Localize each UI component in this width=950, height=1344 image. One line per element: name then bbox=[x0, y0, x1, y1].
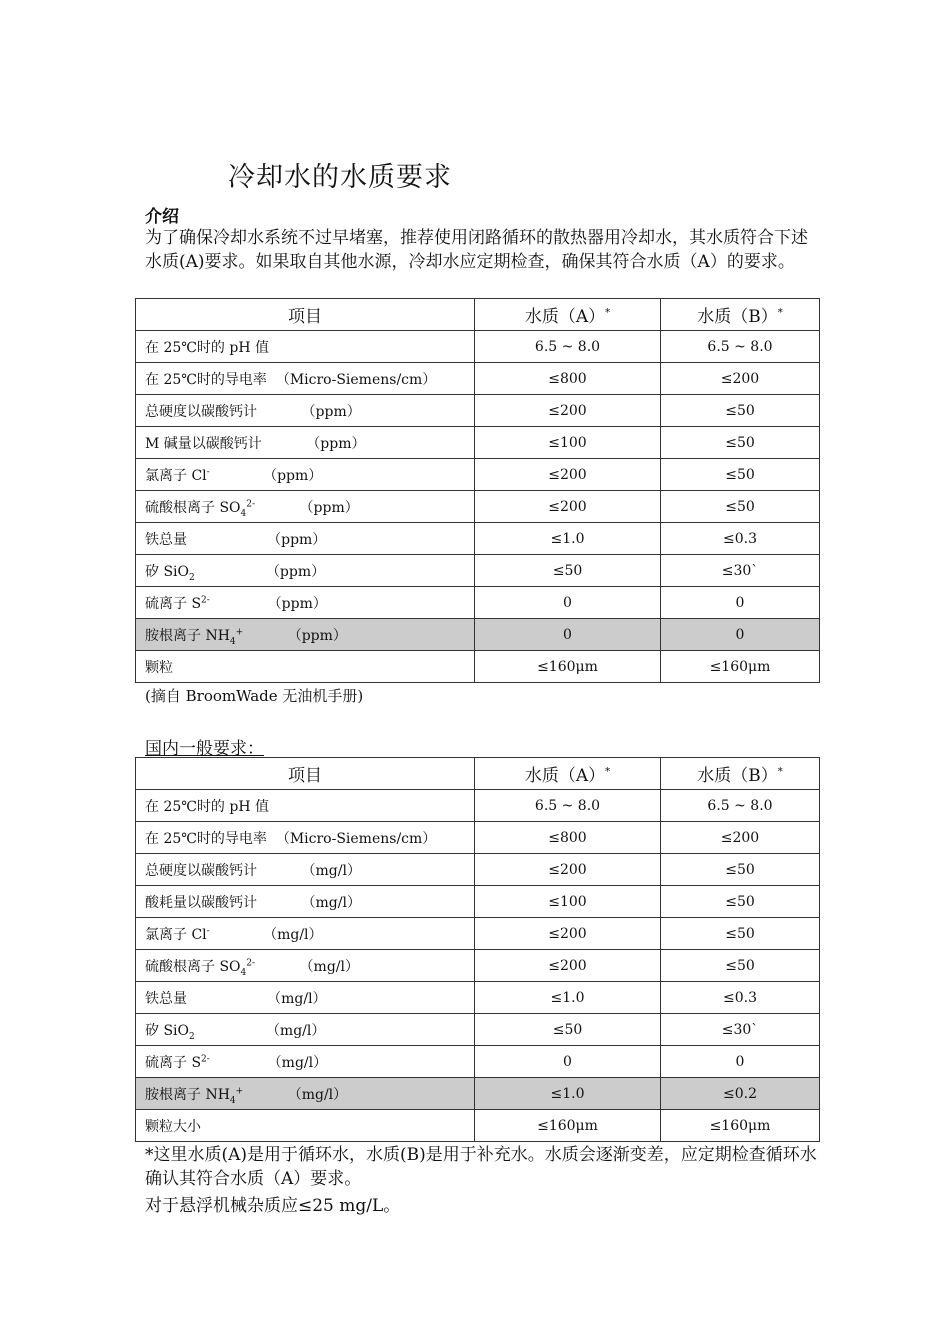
table-row bbox=[136, 555, 820, 587]
item-name: 在 25℃时的 pH 值 bbox=[145, 798, 269, 815]
row-item bbox=[136, 854, 475, 886]
item-name: 硫离子 S bbox=[145, 595, 202, 612]
table-row bbox=[136, 427, 820, 459]
suspended-impurity-note: 对于悬浮机械杂质应≤25 mg/L。 bbox=[145, 1196, 401, 1216]
quality-a-value: ≤1.0 bbox=[475, 982, 661, 1014]
quality-a-value: ≤100 bbox=[475, 427, 661, 459]
row-item bbox=[136, 950, 475, 982]
quality-b-value: ≤30` bbox=[661, 1014, 820, 1046]
item-name: 氯离子 Cl bbox=[145, 467, 207, 484]
domestic-requirements-heading: 国内一般要求： bbox=[145, 739, 264, 759]
quality-b-value: ≤160μm bbox=[661, 651, 820, 683]
table-header-row bbox=[136, 299, 820, 331]
item-name: 硫酸根离子 SO bbox=[145, 499, 241, 516]
item-name: 酸耗量以碳酸钙计 bbox=[145, 894, 302, 911]
quality-b-value: ≤0.2 bbox=[661, 1078, 820, 1110]
quality-b-value: 6.5 ~ 8.0 bbox=[661, 331, 820, 363]
row-item bbox=[136, 982, 475, 1014]
item-name: 在 25℃时的导电率 bbox=[145, 371, 276, 388]
quality-a-value: ≤50 bbox=[475, 1014, 661, 1046]
item-name: 在 25℃时的 pH 值 bbox=[145, 339, 269, 356]
footnote: *这里水质(A)是用于循环水，水质(B)是用于补充水。水质会逐渐变差，应定期检查循环水确认其符合水质（A）要求。 bbox=[145, 1145, 817, 1189]
row-item bbox=[136, 395, 475, 427]
table-row bbox=[136, 1110, 820, 1142]
item-subscript: 4 bbox=[240, 967, 247, 978]
intro-paragraph: 为了确保冷却水系统不过早堵塞，推荐使用闭路循环的散热器用冷却水，其水质符合下述水质(A)要求。如果取自其他水源，冷却水应定期检查，确保其符合水质（A）的要求。 bbox=[145, 228, 808, 272]
quality-b-value: ≤50 bbox=[661, 918, 820, 950]
item-unit: （ppm） bbox=[209, 467, 323, 484]
item-unit: （ppm） bbox=[306, 435, 366, 452]
item-unit: （ppm） bbox=[255, 499, 359, 516]
quality-b-value: ≤200 bbox=[661, 822, 820, 854]
item-unit: （Micro-Siemens/cm） bbox=[275, 830, 437, 847]
intro-heading: 介绍 bbox=[145, 207, 179, 227]
row-item bbox=[136, 619, 475, 651]
quality-b-value: 0 bbox=[661, 619, 820, 651]
row-item bbox=[136, 886, 475, 918]
item-name: 铁总量 bbox=[145, 990, 268, 1007]
item-subscript: 2 bbox=[189, 572, 195, 583]
item-subscript: 4 bbox=[229, 1095, 236, 1106]
quality-b-value: ≤50 bbox=[661, 886, 820, 918]
quality-b-value: 0 bbox=[661, 1046, 820, 1078]
item-superscript: 2- bbox=[246, 957, 256, 968]
quality-b-value: ≤50 bbox=[661, 854, 820, 886]
table-row bbox=[136, 523, 820, 555]
table-row bbox=[136, 1078, 820, 1110]
quality-a-value: ≤200 bbox=[475, 459, 661, 491]
quality-a-value: ≤200 bbox=[475, 491, 661, 523]
table-row bbox=[136, 331, 820, 363]
item-superscript: - bbox=[206, 466, 210, 477]
row-item bbox=[136, 1046, 475, 1078]
quality-a-value: ≤200 bbox=[475, 950, 661, 982]
item-unit: （mg/l） bbox=[301, 894, 361, 911]
item-superscript: 2- bbox=[201, 594, 210, 605]
quality-b-value: 6.5 ~ 8.0 bbox=[661, 790, 820, 822]
header-item: 项目 bbox=[136, 758, 475, 790]
row-item bbox=[136, 790, 475, 822]
item-name: 胺根离子 NH bbox=[145, 627, 230, 644]
quality-a-value: ≤200 bbox=[475, 854, 661, 886]
quality-b-value: ≤160μm bbox=[661, 1110, 820, 1142]
table-header-row bbox=[136, 758, 820, 790]
header-quality-a bbox=[475, 758, 661, 790]
row-item bbox=[136, 651, 475, 683]
item-name: M 碱量以碳酸钙计 bbox=[145, 435, 307, 452]
row-item bbox=[136, 523, 475, 555]
quality-a-value: ≤200 bbox=[475, 918, 661, 950]
table-row bbox=[136, 1046, 820, 1078]
item-unit: （Micro-Siemens/cm） bbox=[275, 371, 437, 388]
item-superscript: + bbox=[235, 1085, 244, 1096]
item-unit: （mg/l） bbox=[209, 1054, 328, 1071]
item-name: 胺根离子 NH bbox=[145, 1086, 230, 1103]
quality-b-value: 0 bbox=[661, 587, 820, 619]
header-quality-a bbox=[475, 299, 661, 331]
quality-b-value: ≤50 bbox=[661, 459, 820, 491]
quality-a-value: ≤160μm bbox=[475, 1110, 661, 1142]
quality-a-value: 0 bbox=[475, 1046, 661, 1078]
table-row bbox=[136, 950, 820, 982]
quality-b-value: ≤50 bbox=[661, 491, 820, 523]
table-row bbox=[136, 854, 820, 886]
row-item bbox=[136, 1014, 475, 1046]
header-quality-b-label: 水质（B） bbox=[697, 307, 778, 327]
table-row bbox=[136, 491, 820, 523]
table-row bbox=[136, 363, 820, 395]
table-row bbox=[136, 886, 820, 918]
header-quality-b bbox=[661, 758, 820, 790]
item-name: 总硬度以碳酸钙计 bbox=[145, 403, 302, 420]
table-row bbox=[136, 790, 820, 822]
quality-b-value: ≤50 bbox=[661, 950, 820, 982]
quality-a-value: ≤160μm bbox=[475, 651, 661, 683]
item-subscript: 4 bbox=[229, 636, 236, 647]
row-item bbox=[136, 918, 475, 950]
row-item bbox=[136, 331, 475, 363]
table-row bbox=[136, 822, 820, 854]
quality-b-value: ≤0.3 bbox=[661, 982, 820, 1014]
item-name: 矽 SiO bbox=[145, 1022, 189, 1039]
table-row bbox=[136, 651, 820, 683]
header-star: * bbox=[605, 766, 611, 778]
header-quality-a-label: 水质（A） bbox=[524, 766, 606, 786]
quality-a-value: ≤50 bbox=[475, 555, 661, 587]
header-item: 项目 bbox=[136, 299, 475, 331]
item-superscript: 2- bbox=[246, 498, 256, 509]
quality-b-value: ≤50 bbox=[661, 427, 820, 459]
item-name: 硫离子 S bbox=[145, 1054, 202, 1071]
table-row bbox=[136, 587, 820, 619]
table-row bbox=[136, 619, 820, 651]
quality-a-value: 6.5 ~ 8.0 bbox=[475, 331, 661, 363]
header-quality-b-label: 水质（B） bbox=[697, 766, 778, 786]
item-name: 硫酸根离子 SO bbox=[145, 958, 241, 975]
row-item bbox=[136, 1110, 475, 1142]
table-row bbox=[136, 459, 820, 491]
item-name: 颗粒大小 bbox=[145, 1118, 201, 1135]
item-name: 矽 SiO bbox=[145, 563, 189, 580]
item-name: 氯离子 Cl bbox=[145, 926, 207, 943]
quality-a-value: 0 bbox=[475, 587, 661, 619]
item-name: 铁总量 bbox=[145, 531, 268, 548]
quality-b-value: ≤30` bbox=[661, 555, 820, 587]
item-unit: （ppm） bbox=[267, 531, 327, 548]
row-item bbox=[136, 555, 475, 587]
row-item bbox=[136, 459, 475, 491]
quality-a-value: ≤800 bbox=[475, 363, 661, 395]
item-unit: （mg/l） bbox=[267, 990, 327, 1007]
table-row bbox=[136, 1014, 820, 1046]
quality-a-value: 6.5 ~ 8.0 bbox=[475, 790, 661, 822]
quality-a-value: ≤200 bbox=[475, 395, 661, 427]
item-unit: （ppm） bbox=[194, 563, 326, 580]
item-unit: （ppm） bbox=[243, 627, 347, 644]
quality-a-value: ≤1.0 bbox=[475, 523, 661, 555]
water-quality-table-2 bbox=[135, 757, 820, 1142]
quality-b-value: ≤200 bbox=[661, 363, 820, 395]
quality-b-value: ≤0.3 bbox=[661, 523, 820, 555]
item-unit: （ppm） bbox=[301, 403, 361, 420]
header-quality-a-label: 水质（A） bbox=[524, 307, 606, 327]
item-superscript: - bbox=[206, 925, 210, 936]
item-unit: （ppm） bbox=[209, 595, 327, 612]
item-unit: （mg/l） bbox=[243, 1086, 348, 1103]
item-unit: （mg/l） bbox=[194, 1022, 326, 1039]
quality-a-value: ≤1.0 bbox=[475, 1078, 661, 1110]
header-quality-b bbox=[661, 299, 820, 331]
source-note: (摘自 BroomWade 无油机手册) bbox=[145, 687, 364, 705]
row-item bbox=[136, 363, 475, 395]
row-item bbox=[136, 427, 475, 459]
table-row bbox=[136, 918, 820, 950]
row-item bbox=[136, 1078, 475, 1110]
row-item bbox=[136, 491, 475, 523]
header-star: * bbox=[605, 307, 611, 319]
table-row bbox=[136, 395, 820, 427]
quality-a-value: ≤100 bbox=[475, 886, 661, 918]
table-row bbox=[136, 982, 820, 1014]
item-name: 在 25℃时的导电率 bbox=[145, 830, 276, 847]
item-unit: （mg/l） bbox=[255, 958, 359, 975]
quality-a-value: 0 bbox=[475, 619, 661, 651]
item-subscript: 2 bbox=[189, 1031, 195, 1042]
document-title: 冷却水的水质要求 bbox=[228, 162, 452, 193]
item-unit: （mg/l） bbox=[301, 862, 361, 879]
header-star: * bbox=[777, 307, 783, 319]
water-quality-table-1 bbox=[135, 298, 820, 683]
quality-b-value: ≤50 bbox=[661, 395, 820, 427]
item-superscript: + bbox=[235, 626, 244, 637]
header-star: * bbox=[777, 766, 783, 778]
row-item bbox=[136, 587, 475, 619]
item-unit: （mg/l） bbox=[209, 926, 323, 943]
item-name: 总硬度以碳酸钙计 bbox=[145, 862, 302, 879]
item-subscript: 4 bbox=[240, 508, 247, 519]
item-superscript: 2- bbox=[201, 1053, 210, 1064]
row-item bbox=[136, 822, 475, 854]
quality-a-value: ≤800 bbox=[475, 822, 661, 854]
item-name: 颗粒 bbox=[145, 659, 173, 676]
